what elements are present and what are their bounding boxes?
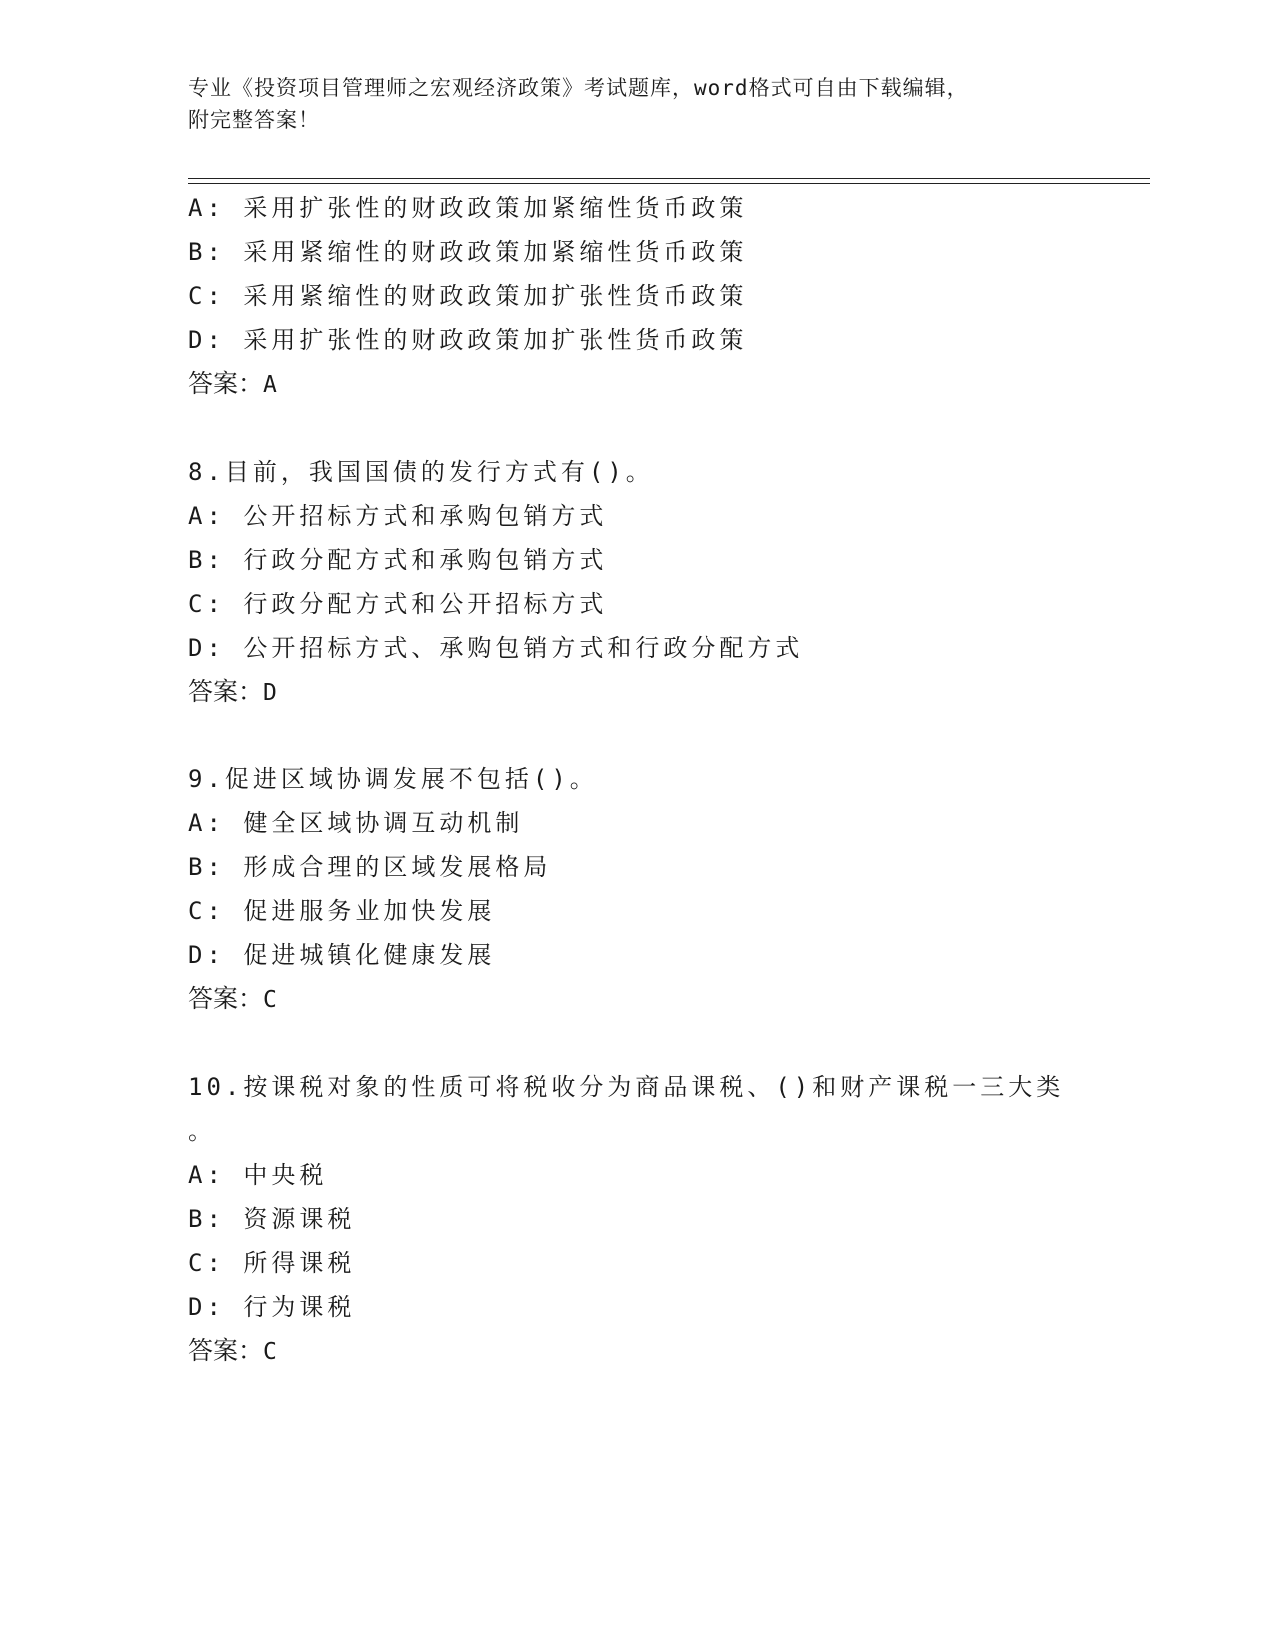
answer-label: 答案： (188, 369, 264, 398)
answer-label: 答案： (188, 1336, 264, 1365)
q10-option-d: D: 行为课税 (188, 1293, 356, 1321)
q8-answer (188, 676, 277, 709)
answer-value: D (263, 680, 277, 706)
q10-option-a: A: 中央税 (188, 1161, 328, 1189)
q8-option-d: D: 公开招标方式、承购包销方式和行政分配方式 (188, 634, 804, 662)
q10-question-continued: 。 (188, 1117, 216, 1145)
q9-option-b: B: 形成合理的区域发展格局 (188, 853, 552, 881)
q10-option-b: B: 资源课税 (188, 1205, 356, 1233)
answer-value: C (263, 987, 277, 1013)
q9-answer (188, 983, 277, 1016)
q9-option-d: D: 促进城镇化健康发展 (188, 941, 496, 969)
q9-option-a: A: 健全区域协调互动机制 (188, 809, 524, 837)
q10-answer (188, 1335, 277, 1368)
q7-option-b: B: 采用紧缩性的财政政策加紧缩性货币政策 (188, 238, 748, 266)
document-header (188, 72, 1088, 136)
q8-option-b: B: 行政分配方式和承购包销方式 (188, 546, 608, 574)
q10-option-c: C: 所得课税 (188, 1249, 356, 1277)
q7-answer (188, 368, 277, 401)
header-line-2: 附完整答案！ (188, 108, 320, 132)
q7-option-c: C: 采用紧缩性的财政政策加扩张性货币政策 (188, 282, 748, 310)
header-divider-top (188, 178, 1150, 179)
header-line-1: 专业《投资项目管理师之宏观经济政策》考试题库，word格式可自由下载编辑， (188, 76, 969, 100)
q7-option-a: A: 采用扩张性的财政政策加紧缩性货币政策 (188, 194, 748, 222)
answer-label: 答案： (188, 677, 264, 706)
q8-question: 8.目前，我国国债的发行方式有()。 (188, 458, 654, 486)
q9-question: 9.促进区域协调发展不包括()。 (188, 765, 598, 793)
answer-label: 答案： (188, 984, 264, 1013)
answer-value: C (263, 1339, 277, 1365)
q8-option-a: A: 公开招标方式和承购包销方式 (188, 502, 608, 530)
answer-value: A (263, 372, 277, 398)
q9-option-c: C: 促进服务业加快发展 (188, 897, 496, 925)
header-divider-bottom (188, 183, 1150, 184)
q8-option-c: C: 行政分配方式和公开招标方式 (188, 590, 608, 618)
q7-option-d: D: 采用扩张性的财政政策加扩张性货币政策 (188, 326, 748, 354)
q10-question: 10.按课税对象的性质可将税收分为商品课税、()和财产课税一三大类 (188, 1073, 1065, 1101)
